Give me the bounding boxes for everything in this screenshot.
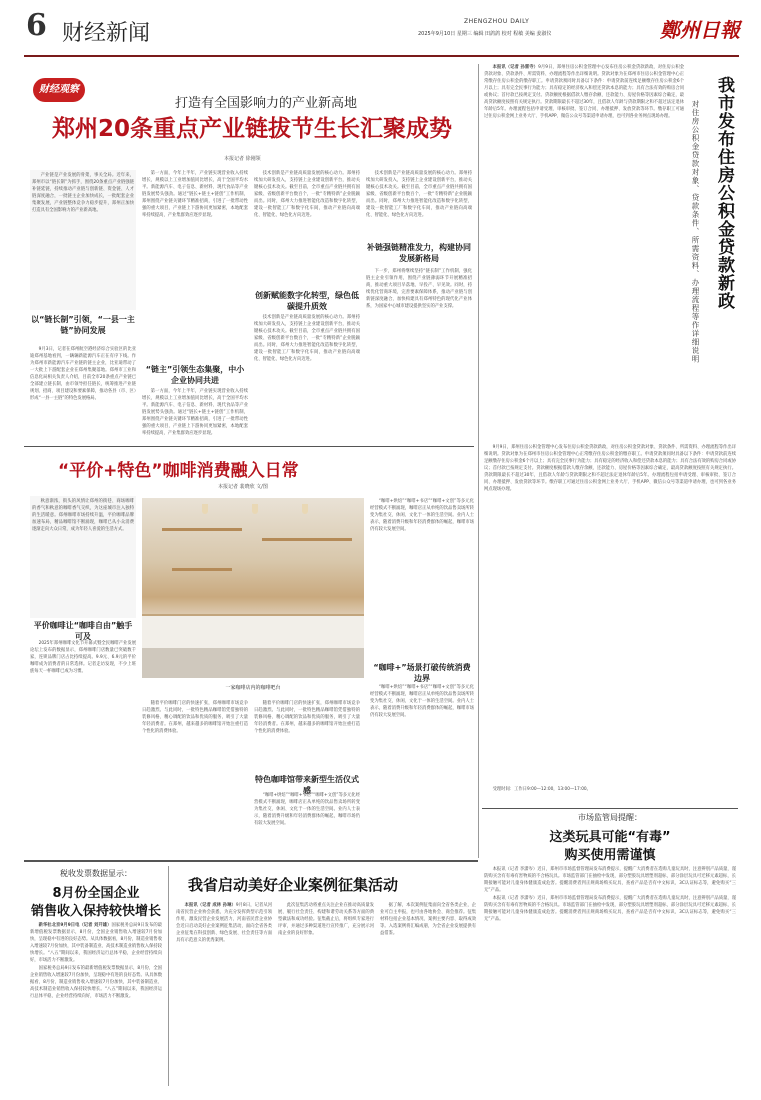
article2-col3: “咖啡+烘焙”“咖啡+书店”“咖啡+文创”等多元化经营模式不断涌现，咖啡店正从单纯的饮品售卖场所转变为集社交、休闲、文化于一体的生活空间。业内人士表示，随着消费升级和年轻消费群体的崛起，咖啡市场仍有较大发展空间。 [254, 793, 360, 826]
sidebar-vertical-subtitle: 对住房公积金贷款对象、贷款条件、所需资料、办理流程等作详细说明 [691, 100, 700, 364]
masthead: ZHENGZHOU DAILY [464, 18, 530, 25]
article2-col2b: 随着平价咖啡门店的快速扩张，郑州咖啡市场竞争日趋激烈。与此同时，一批特色精品咖啡馆凭借独特的装修风格、精心调配的饮品和优质的服务，吸引了大量年轻消费者。在郑州，越来越多的咖啡馆开始注重打造个性化的消费体验。 [254, 701, 360, 734]
article2-title: “平价+特色”咖啡消费融入日常 [58, 461, 299, 481]
article1-subhead-2: “链主”引领生态集聚，中小企业协同共进 [145, 365, 245, 385]
page-number: 6 [26, 8, 47, 43]
sidebar-col1: 本报讯（记者 孙雷寺）9月9日，郑州住房公积金管理中心发布住房公积金贷款新政，对住房公积金贷款对象、贷款条件、所需资料、办理流程等作出详细说明。贷款对象为在郑州市住房公积金管理中心正常缴存住房公积金的缴存职工。申请贷款须同时具备以下条件：申请贷款前连续足额缴存住房公积金6个月以上；具有完全民事行为能力；具有稳定的经济收入和偿还贷款本息的能力；具有合法有效的购房合同或协议；首付款已按规定支付。贷款额度根据借款人缴存余额、还款能力、房屋价格等因素综合确定，最高贷款额度按照有关规定执行。贷款期限最长不超过30年，且借款人年龄与贷款期限之和不超过法定退休年龄后5年。办理流程包括申请受理、审核审批、签订合同、办理抵押、发放贷款等环节。缴存职工可通过住房公积金网上业务大厅、手机APP、微信公众号等渠道申请办理，也可到各业务网点现场办理。 [484, 65, 684, 119]
sidebar-col2: 9月9日，郑州住房公积金管理中心发布住房公积金贷款新政，对住房公积金贷款对象、贷款条件、所需资料、办理流程等作出详细说明。贷款对象为在郑州市住房公积金管理中心正常缴存住房公积金的缴存职工。申请贷款须同时具备以下条件：申请贷款前连续足额缴存住房公积金6个月以上；具有完全民事行为能力；具有稳定的经济收入和偿还贷款本息的能力；具有合法有效的购房合同或协议；首付款已按规定支付。贷款额度根据借款人缴存余额、还款能力、房屋价格等因素综合确定，最高贷款额度按照有关规定执行。贷款期限最长不超过30年，且借款人年龄与贷款期限之和不超过法定退休年龄后5年。办理流程包括申请受理、审核审批、签订合同、办理抵押、发放贷款等环节。缴存职工可通过住房公积金网上业务大厅、手机APP、微信公众号等渠道申请办理，也可到各业务网点现场办理。 [484, 445, 736, 492]
article1-col3: 技术创新是产业链高质量发展的核心动力。郑州持续加大研发投入，支持链上企业建设创新平台，推动关键核心技术攻关。截至目前，全市重点产业链共拥有国家级、省级创新平台数百个，一批“专精特新”企业脱颖而出。同时，郑州大力推进智能化改造和数字化转型，建设一批智能工厂和数字化车间，推动产业链向高端化、智能化、绿色化方向迈进。 [254, 171, 360, 218]
article2-col2: 随着平价咖啡门店的快速扩张，郑州咖啡市场竞争日趋激烈。与此同时，一批特色精品咖啡馆凭借独特的装修风格、精心调配的饮品和优质的服务，吸引了大量年轻消费者。在郑州，越来越多的咖啡馆开始注重打造个性化的消费体验。 [142, 701, 248, 734]
article3-body: 新华社北京9月9日电（记者 刘开雄）国家税务总局9日发布的最新增值税发票数据显示，8月份，全国企业销售收入增速较7月份加快，呈现稳中有进的良好态势。从具体数据看，8月份，制造业销售收入增速较7月份加快，其中装备制造业、高技术制造业销售收入保持较快增长。“八五”期间以来，我国经济运行总体平稳，企业经营持续向好，市场活力不断激发。 国家税务总局9日发布的最新增值税发票数据显示，8月份，全国企业销售收入增速较7月份加快，呈现稳中有进的良好态势。从具体数据看，8月份，制造业销售收入增速较7月份加快，其中装备制造业、高技术制造业销售收入保持较快增长。“八五”期间以来，我国经济运行总体平稳，企业经营持续向好，市场活力不断激发。 [30, 923, 162, 999]
header-rule [24, 55, 739, 57]
article2-photo [142, 498, 364, 678]
article4-col1: 本报讯（记者 成林 孙琳）9月8日，记者从河南省民营企业协会获悉，为充分发挥典型示范引领作用，激发民营企业发展活力，河南省民营企业协会近日启动美好企业案例征集活动，面向全省各类企业征集在科技创新、绿色发展、社会责任等方面具有示范意义的优秀案例。 [176, 903, 272, 943]
article2-subhead-3: “咖啡+”场景打破传统消费边界 [373, 663, 471, 683]
market-box-body: 本报讯（记者 李潇岑）近日，郑州市市场监督管理局发布消费提示，提醒广大消费者在选购儿童玩具时，注意辨别产品质量，谨防购买含有有毒有害物质的不合格玩具。市场监管部门在抽检中发现，部分塑胶玩具增塑剂超标，部分涂层玩具可迁移元素超标，长期接触可能对儿童身体健康造成危害。提醒消费者到正规商场购买玩具，查看产品是否有中文标识、3C认证标志等，避免购买“三无”产品。 本报讯（记者 李潇岑）近日，郑州市市场监督管理局发布消费提示，提醒广大消费者在选购儿童玩具时，注意辨别产品质量，谨防购买含有有毒有害物质的不合格玩具。市场监管部门在抽检中发现，部分塑胶玩具增塑剂超标，部分涂层玩具可迁移元素超标，长期接触可能对儿童身体健康造成危害。提醒消费者到正规商场购买玩具，查看产品是否有中文标识、3C认证标志等，避免购买“三无”产品。 [484, 867, 736, 922]
article1-col4b: 下一步，郑州将继续坚持“链长制”工作机制，强化链主企业引领作用，围绕产业链薄弱环节开展精准招商，推动重大项目早落地、早投产、早见效。同时，持续优化营商环境，完善要素保障体系，推动产业链与创新链深度融合，加快构建具有郑州特色的现代化产业体系，为国家中心城市建设提供坚实的产业支撑。 [366, 269, 472, 309]
article1-col2: 第一方面，今年上半年，产业链实现营业收入持续增长，规模以上工业增加值同比增长，高于全国平均水平。新能源汽车、电子信息、新材料、现代食品等产业链发展势头强劲。通过“链长+链主+链创”工作机制，郑州围绕产业链关键环节精准招商，引进了一批带动性强的重大项目，产业链上下游协同更加紧密，本地配套率持续提高，产业集群效应逐步显现。 [142, 171, 248, 218]
article1-col1: 9月3日，记者在郑州航空港经济综合实验区的比亚迪郑州基地看到，一辆辆新能源汽车正在有序下线。作为郑州市新能源汽车产业链的链主企业，比亚迪带动了一大批上下游配套企业在郑州集聚落地。郑州市工业和信息化局相关负责人介绍，目前全市20条重点产业链已全部建立链长制，由市领导担任链长，统筹推进产业链规划、招商、项目建设和要素保障，推动各县（市、区）形成“一县一主链”的特色发展格局。 [30, 347, 136, 401]
article1-byline: 本报记者 徐刚领 [224, 156, 261, 162]
dateline: 2025年9月10日 星期三 编辑 田鸽鸽 校对 程敏 美编 姜淑仪 [418, 31, 552, 37]
article2-subhead-2: 特色咖啡馆带来新型生活仪式感 [255, 775, 359, 795]
article3-title-2: 销售收入保持较快增长 [30, 904, 161, 919]
article2-lead: 秋意渐浓，街头的风情让郑州的街巷、商场咖啡的香气和秋意的咖啡香气交织，为这座城市注入独特的生活暖意。郑州咖啡市场持续升温，平价咖啡品牌加速布局，精品咖啡馆不断涌现，咖啡已从小众消费逐渐走向大众日常，成为年轻人喜爱的生活方式。 [30, 496, 136, 618]
article1-subhead-1: 以“链长制”引领，“一县一主链”协同发展 [31, 315, 135, 335]
article2-col1: 2025年郑州咖啡文化节开幕式暨全民咖啡产业发展论坛上发布的数据显示，郑州咖啡门店数量已突破数千家，连锁品牌门店占比持续提高。9.9元、6.9元的平价咖啡成为消费者的日常选择。记者走访发现，不少上班族每天一杯咖啡已成为习惯。 [30, 641, 136, 674]
newspaper-logo: 鄭州日報 [660, 18, 740, 42]
article1-col4: 技术创新是产业链高质量发展的核心动力。郑州持续加大研发投入，支持链上企业建设创新平台，推动关键核心技术攻关。截至目前，全市重点产业链共拥有国家级、省级创新平台数百个，一批“专精特新”企业脱颖而出。同时，郑州大力推进智能化改造和数字化转型，建设一批智能工厂和数字化车间，推动产业链向高端化、智能化、绿色化方向迈进。 [366, 171, 472, 218]
article2-photo-caption: 一家咖啡店内的咖啡吧台 [225, 685, 281, 691]
article1-title: 郑州20条重点产业链拔节生长汇聚成势 [52, 116, 453, 142]
article2-col4: “咖啡+烘焙”“咖啡+书店”“咖啡+文创”等多元化经营模式不断涌现，咖啡店正从单纯的饮品售卖场所转变为集社交、休闲、文化于一体的生活空间。业内人士表示，随着消费升级和年轻消费群体的崛起，咖啡市场仍有较大发展空间。 [370, 499, 474, 532]
article2-col4b: “咖啡+烘焙”“咖啡+书店”“咖啡+文创”等多元化经营模式不断涌现，咖啡店正从单纯的饮品售卖场所转变为集社交、休闲、文化于一体的生活空间。业内人士表示，随着消费升级和年轻消费群体的崛起，咖啡市场仍有较大发展空间。 [370, 685, 474, 718]
column-divider [478, 64, 479, 858]
article2-subhead-1: 平价咖啡让“咖啡自由”触手可及 [33, 621, 133, 641]
section-title: 财经新闻 [62, 21, 151, 46]
sidebar-vertical-title: 我市发布住房公积金贷款新政 [714, 76, 734, 310]
article-divider [24, 446, 474, 447]
article1-col3b: 技术创新是产业链高质量发展的核心动力。郑州持续加大研发投入，支持链上企业建设创新平台，推动关键核心技术攻关。截至目前，全市重点产业链共拥有国家级、省级创新平台数百个，一批“专精特新”企业脱颖而出。同时，郑州大力推进智能化改造和数字化转型，建设一批智能工厂和数字化车间，推动产业链向高端化、智能化、绿色化方向迈进。 [254, 315, 360, 362]
market-box-label: 市场监管局提醒： [578, 813, 642, 822]
article1-col2b: 第一方面，今年上半年，产业链实现营业收入持续增长，规模以上工业增加值同比增长，高于全国平均水平。新能源汽车、电子信息、新材料、现代食品等产业链发展势头强劲。通过“链长+链主+链创”工作机制，郑州围绕产业链关键环节精准招商，引进了一批带动性强的重大项目，产业链上下游协同更加紧密，本地配套率持续提高，产业集群效应逐步显现。 [142, 389, 248, 436]
sidebar-hours: 受理时间：工作日9:00—12:00，13:00—17:00。 [492, 787, 591, 792]
article3-title: 8月份全国企业 [52, 886, 140, 901]
article3-divider [168, 866, 169, 1086]
market-box-title: 这类玩具可能“有毒” [549, 830, 671, 845]
column-badge: 财经观察 [33, 78, 85, 102]
article1-subtitle: 打造有全国影响力的产业新高地 [175, 96, 358, 111]
article1-subhead-4: 补链强链精准发力，构建协同发展新格局 [367, 243, 471, 263]
market-box-title-2: 购买使用需谨慎 [564, 848, 656, 863]
bottom-divider [24, 860, 478, 862]
article4-col3: 据了解，本次案例征集面向全省各类企业，企业可自主申报，也可由各地协会、商会推荐。征集材料包括企业基本情况、案例主要内容、取得成效等。入选案例将汇编成册，为全省企业发展提供有益借鉴。 [380, 903, 476, 936]
sidebar-divider [482, 808, 738, 809]
article3-subtitle: 税收发票数据显示： [60, 869, 132, 878]
article4-title: 我省启动美好企业案例征集活动 [188, 876, 399, 894]
article1-subhead-3: 创新赋能数字化转型，绿色低碳提升质效 [255, 291, 359, 311]
article4-col2: 此次征集活动将重点关注企业在推动高质量发展、履行社会责任、构建和谐劳动关系等方面的典型做法和成功经验。征集截止后，将组织专家进行评审，并通过多种渠道进行宣传推广，充分展示河南企业的良好形象。 [278, 903, 374, 936]
article2-byline: 本报记者 裴晓欣 文/图 [218, 484, 268, 490]
article1-lead: 产业链是产业发展的骨架，事关全局。近年来，郑州市以“链长制”为抓手，围绕20条重点产业链强链补链延链，持续推动产业链与创新链、资金链、人才链深度融合，一批链主企业加快成长，一批配套企业集聚发展，产业链整体竞争力稳步提升，郑州正加快打造具有全国影响力的产业新高地。 [30, 170, 136, 310]
